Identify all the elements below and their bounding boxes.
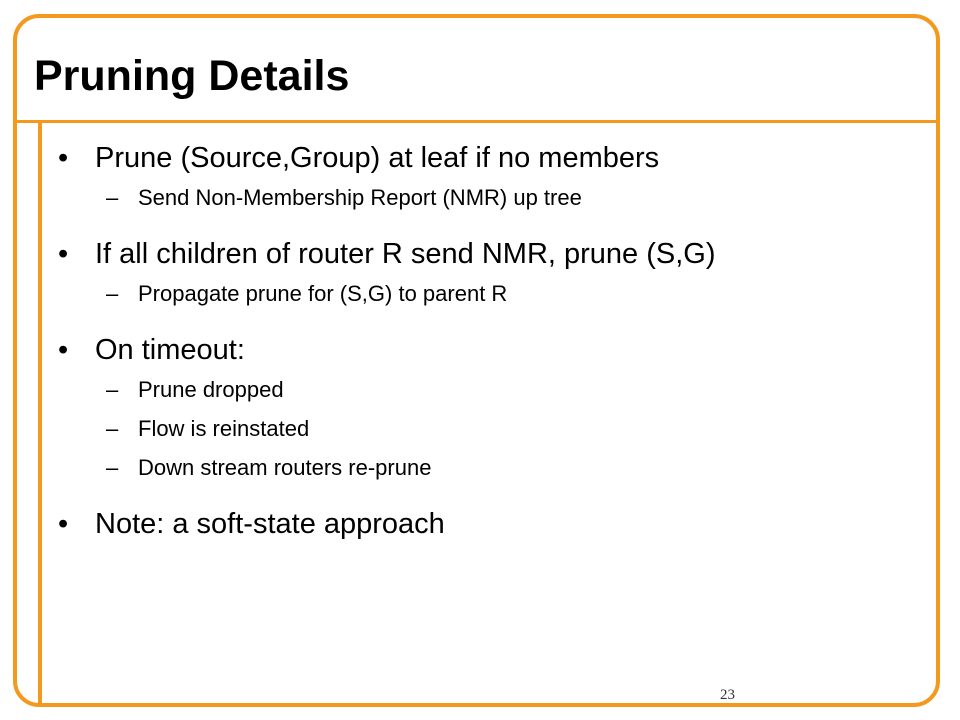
dash-glyph: – <box>106 416 119 441</box>
bullet-text: If all children of router R send NMR, prune (S,G) <box>95 238 716 270</box>
sub-bullet-text: Flow is reinstated <box>138 416 310 441</box>
bullet-item <box>58 330 918 487</box>
sub-bullet-item <box>106 370 918 409</box>
sub-bullet-list <box>58 370 918 487</box>
dash-glyph: – <box>106 377 119 402</box>
left-accent-rule <box>38 120 42 707</box>
dash-glyph: – <box>106 281 119 306</box>
sub-bullet-item <box>106 448 918 487</box>
sub-bullet-text: Send Non-Membership Report (NMR) up tree <box>138 185 582 210</box>
dash-glyph: – <box>106 455 119 480</box>
bullet-item <box>58 504 918 544</box>
bullet-list <box>58 138 918 561</box>
sub-bullet-item <box>106 178 918 217</box>
sub-bullet-list <box>58 178 918 217</box>
bullet-text: On timeout: <box>95 334 245 366</box>
bullet-item <box>58 138 918 217</box>
bullet-item <box>58 234 918 313</box>
bullet-text: Note: a soft-state approach <box>95 508 445 540</box>
sub-bullet-item <box>106 274 918 313</box>
bullet-glyph: • <box>58 142 69 174</box>
sub-bullet-text: Down stream routers re-prune <box>138 455 432 480</box>
sub-bullet-text: Prune dropped <box>138 377 284 402</box>
sub-bullet-list <box>58 274 918 313</box>
dash-glyph: – <box>106 185 119 210</box>
slide-title: Pruning Details <box>34 52 350 100</box>
page-number: 23 <box>720 687 735 703</box>
bullet-glyph: • <box>58 334 69 366</box>
bullet-glyph: • <box>58 508 69 540</box>
sub-bullet-item <box>106 409 918 448</box>
bullet-text: Prune (Source,Group) at leaf if no members <box>95 142 660 174</box>
sub-bullet-text: Propagate prune for (S,G) to parent R <box>138 281 508 306</box>
bullet-glyph: • <box>58 238 69 270</box>
title-divider <box>13 120 940 123</box>
